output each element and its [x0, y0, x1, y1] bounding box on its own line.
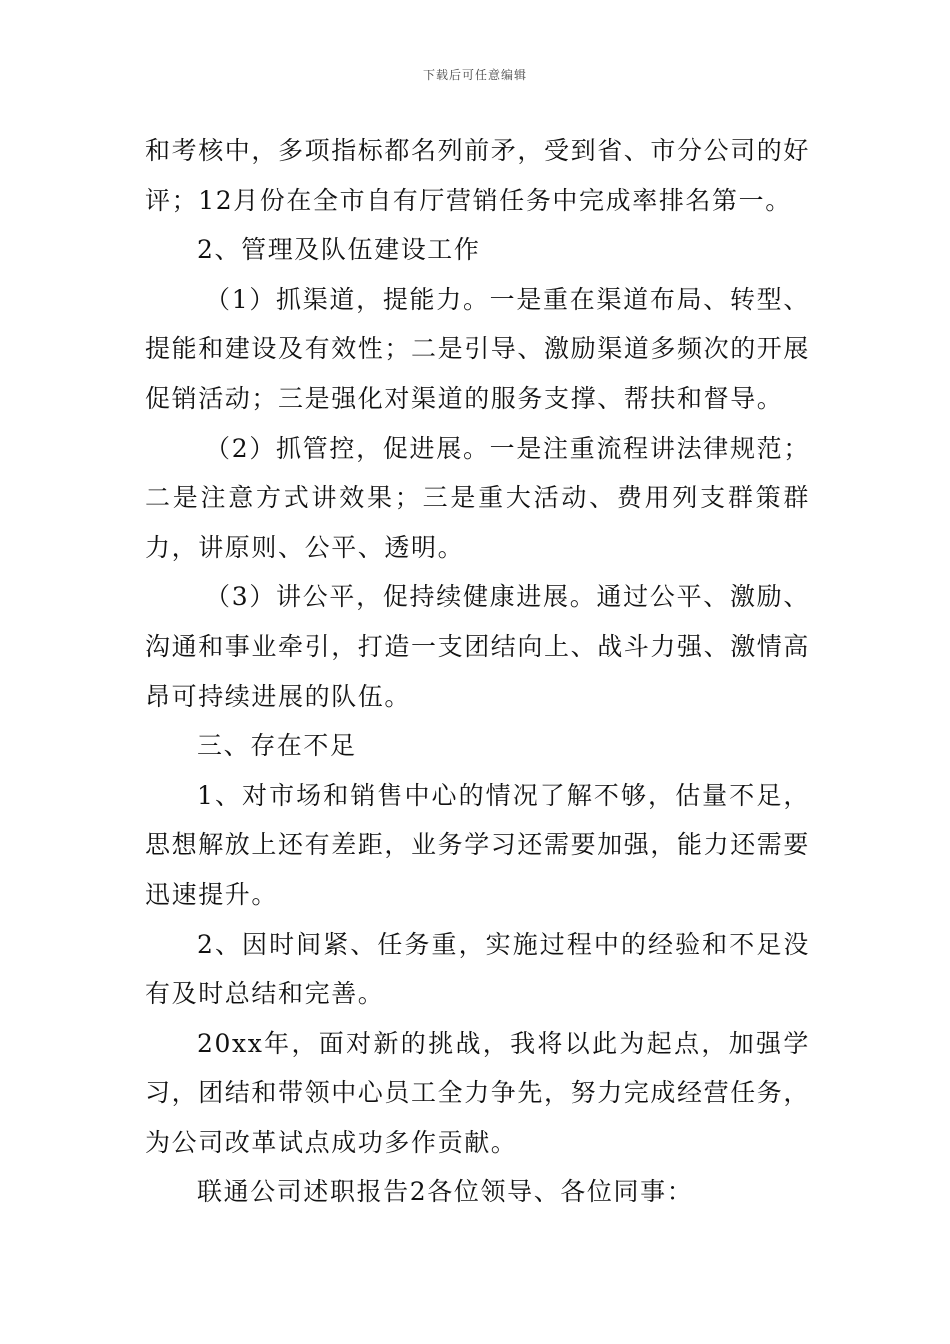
paragraph-outlook: 20xx年，面对新的挑战，我将以此为起点，加强学习，团结和带领中心员工全力争先，努力完成经营任务，为公司改革试点成功多作贡献。 — [145, 1028, 811, 1157]
document-body — [145, 126, 810, 1217]
paragraph-control: （2）抓管控，促进展。一是注重流程讲法律规范；二是注意方式讲效果；三是重大活动、费用列支群策群力，讲原则、公平、透明。 — [145, 433, 810, 562]
paragraph-fairness: （3）讲公平，促持续健康进展。通过公平、激励、沟通和事业牵引，打造一支团结向上、战斗力强、激情高昂可持续进展的队伍。 — [145, 582, 811, 711]
paragraph-shortcoming-2: 2、因时间紧、任务重，实施过程中的经验和不足没有及时总结和完善。 — [145, 929, 810, 1009]
heading-management: 2、管理及队伍建设工作 — [197, 235, 481, 265]
paragraph-channels: （1）抓渠道，提能力。一是重在渠道布局、转型、提能和建设及有效性；二是引导、激励渠道多频次的开展促销活动；三是强化对渠道的服务支撑、帮扶和督导。 — [145, 284, 811, 413]
paragraph-continuation: 和考核中，多项指标都名列前矛，受到省、市分公司的好评；12月份在全市自有厅营销任务中完成率排名第一。 — [145, 136, 811, 215]
heading-shortcomings: 三、存在不足 — [197, 731, 357, 761]
paragraph-report-2-opening: 联通公司述职报告2各位领导、各位同事： — [197, 1177, 694, 1207]
paragraph-shortcoming-1: 1、对市场和销售中心的情况了解不够，估量不足，思想解放上还有差距，业务学习还需要加强，能力还需要迅速提升。 — [145, 780, 811, 909]
page-header: 下载后可任意编辑 — [422, 68, 527, 82]
